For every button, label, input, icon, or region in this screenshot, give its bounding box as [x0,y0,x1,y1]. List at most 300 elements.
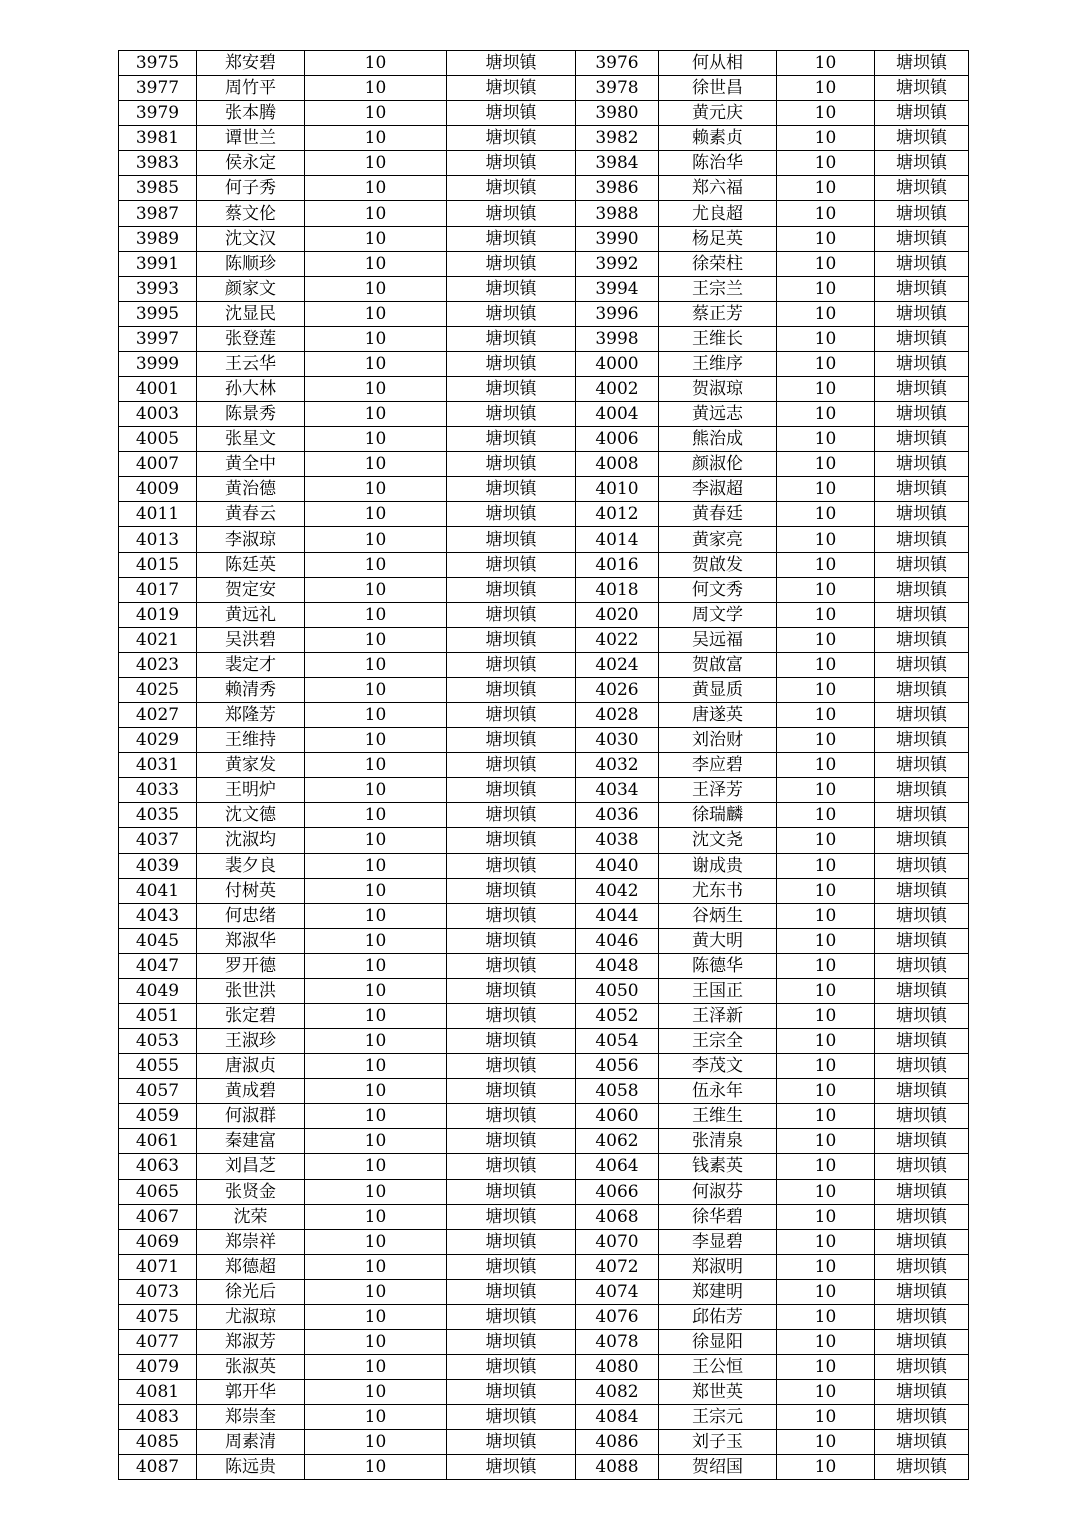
right-town-cell: 塘坝镇 [875,1154,969,1179]
left-amount-cell: 10 [305,1254,447,1279]
right-id-cell: 3992 [576,251,659,276]
left-amount-cell: 10 [305,1279,447,1304]
table-row [119,276,969,301]
right-id-cell: 4008 [576,452,659,477]
right-town-cell: 塘坝镇 [875,377,969,402]
left-name-cell: 周竹平 [197,76,305,101]
right-id-cell: 4072 [576,1254,659,1279]
left-name-cell: 王云华 [197,351,305,376]
right-town-cell: 塘坝镇 [875,301,969,326]
table-row [119,101,969,126]
right-amount-cell: 10 [777,276,875,301]
right-name-cell: 何文秀 [659,577,777,602]
right-amount-cell: 10 [777,703,875,728]
left-town-cell: 塘坝镇 [447,677,576,702]
right-town-cell: 塘坝镇 [875,176,969,201]
right-id-cell: 4060 [576,1104,659,1129]
right-id-cell: 3980 [576,101,659,126]
right-town-cell: 塘坝镇 [875,326,969,351]
right-amount-cell: 10 [777,1304,875,1329]
left-name-cell: 徐光后 [197,1279,305,1304]
left-town-cell: 塘坝镇 [447,176,576,201]
left-amount-cell: 10 [305,351,447,376]
left-town-cell: 塘坝镇 [447,1455,576,1480]
right-name-cell: 尤良超 [659,201,777,226]
left-town-cell: 塘坝镇 [447,878,576,903]
right-name-cell: 贺啟发 [659,552,777,577]
left-town-cell: 塘坝镇 [447,51,576,76]
right-town-cell: 塘坝镇 [875,803,969,828]
left-id-cell: 4027 [119,703,197,728]
right-id-cell: 4066 [576,1179,659,1204]
left-name-cell: 付树英 [197,878,305,903]
table-row [119,301,969,326]
right-town-cell: 塘坝镇 [875,627,969,652]
left-amount-cell: 10 [305,1229,447,1254]
right-id-cell: 4026 [576,677,659,702]
right-amount-cell: 10 [777,502,875,527]
left-amount-cell: 10 [305,627,447,652]
left-town-cell: 塘坝镇 [447,828,576,853]
left-id-cell: 3987 [119,201,197,226]
table-row [119,552,969,577]
table-row [119,1204,969,1229]
left-name-cell: 裴夕良 [197,853,305,878]
left-name-cell: 郑崇祥 [197,1229,305,1254]
left-id-cell: 3989 [119,226,197,251]
right-town-cell: 塘坝镇 [875,1003,969,1028]
right-name-cell: 刘子玉 [659,1430,777,1455]
left-id-cell: 4029 [119,728,197,753]
left-id-cell: 4023 [119,652,197,677]
table-row [119,1355,969,1380]
left-town-cell: 塘坝镇 [447,1304,576,1329]
right-id-cell: 4038 [576,828,659,853]
left-town-cell: 塘坝镇 [447,377,576,402]
left-town-cell: 塘坝镇 [447,502,576,527]
right-amount-cell: 10 [777,1129,875,1154]
table-row [119,201,969,226]
right-id-cell: 4052 [576,1003,659,1028]
right-amount-cell: 10 [777,1054,875,1079]
table-row [119,753,969,778]
left-town-cell: 塘坝镇 [447,803,576,828]
left-amount-cell: 10 [305,1430,447,1455]
right-town-cell: 塘坝镇 [875,1029,969,1054]
table-row [119,1329,969,1354]
left-name-cell: 郑安碧 [197,51,305,76]
right-town-cell: 塘坝镇 [875,351,969,376]
right-name-cell: 杨足英 [659,226,777,251]
left-amount-cell: 10 [305,903,447,928]
right-id-cell: 4070 [576,1229,659,1254]
table-row [119,652,969,677]
left-name-cell: 张贤金 [197,1179,305,1204]
roster-table [118,50,969,1480]
right-town-cell: 塘坝镇 [875,677,969,702]
right-name-cell: 徐华碧 [659,1204,777,1229]
left-town-cell: 塘坝镇 [447,652,576,677]
left-name-cell: 张星文 [197,427,305,452]
table-row [119,226,969,251]
left-amount-cell: 10 [305,1104,447,1129]
right-town-cell: 塘坝镇 [875,602,969,627]
right-amount-cell: 10 [777,677,875,702]
right-amount-cell: 10 [777,1229,875,1254]
right-amount-cell: 10 [777,402,875,427]
left-name-cell: 郑隆芳 [197,703,305,728]
left-town-cell: 塘坝镇 [447,452,576,477]
right-id-cell: 4050 [576,978,659,1003]
left-id-cell: 4081 [119,1380,197,1405]
left-amount-cell: 10 [305,652,447,677]
table-row [119,627,969,652]
right-town-cell: 塘坝镇 [875,477,969,502]
left-name-cell: 谭世兰 [197,126,305,151]
table-row [119,1129,969,1154]
left-name-cell: 郭开华 [197,1380,305,1405]
right-name-cell: 赖素贞 [659,126,777,151]
left-id-cell: 4085 [119,1430,197,1455]
right-amount-cell: 10 [777,803,875,828]
right-id-cell: 4076 [576,1304,659,1329]
left-amount-cell: 10 [305,878,447,903]
right-town-cell: 塘坝镇 [875,728,969,753]
left-id-cell: 4011 [119,502,197,527]
right-name-cell: 尤东书 [659,878,777,903]
left-town-cell: 塘坝镇 [447,1405,576,1430]
left-id-cell: 4059 [119,1104,197,1129]
left-town-cell: 塘坝镇 [447,1104,576,1129]
left-town-cell: 塘坝镇 [447,1129,576,1154]
right-name-cell: 黄家亮 [659,527,777,552]
left-amount-cell: 10 [305,978,447,1003]
left-amount-cell: 10 [305,527,447,552]
right-town-cell: 塘坝镇 [875,1229,969,1254]
left-name-cell: 刘昌芝 [197,1154,305,1179]
table-row [119,978,969,1003]
right-amount-cell: 10 [777,201,875,226]
left-town-cell: 塘坝镇 [447,928,576,953]
right-town-cell: 塘坝镇 [875,1355,969,1380]
left-id-cell: 4087 [119,1455,197,1480]
right-amount-cell: 10 [777,1405,875,1430]
right-town-cell: 塘坝镇 [875,427,969,452]
left-town-cell: 塘坝镇 [447,1430,576,1455]
right-id-cell: 4048 [576,953,659,978]
right-amount-cell: 10 [777,151,875,176]
right-town-cell: 塘坝镇 [875,853,969,878]
left-amount-cell: 10 [305,1355,447,1380]
left-town-cell: 塘坝镇 [447,1254,576,1279]
left-id-cell: 4017 [119,577,197,602]
right-amount-cell: 10 [777,1204,875,1229]
left-amount-cell: 10 [305,1329,447,1354]
right-amount-cell: 10 [777,828,875,853]
right-amount-cell: 10 [777,1329,875,1354]
right-name-cell: 王泽新 [659,1003,777,1028]
left-town-cell: 塘坝镇 [447,477,576,502]
left-name-cell: 王淑珍 [197,1029,305,1054]
left-id-cell: 4079 [119,1355,197,1380]
left-id-cell: 4045 [119,928,197,953]
left-amount-cell: 10 [305,1129,447,1154]
left-id-cell: 4065 [119,1179,197,1204]
right-name-cell: 王维长 [659,326,777,351]
right-id-cell: 3998 [576,326,659,351]
right-id-cell: 4086 [576,1430,659,1455]
right-amount-cell: 10 [777,51,875,76]
right-name-cell: 王维生 [659,1104,777,1129]
left-id-cell: 4025 [119,677,197,702]
left-amount-cell: 10 [305,853,447,878]
right-name-cell: 徐显阳 [659,1329,777,1354]
left-town-cell: 塘坝镇 [447,427,576,452]
right-name-cell: 陈德华 [659,953,777,978]
left-amount-cell: 10 [305,778,447,803]
left-id-cell: 3993 [119,276,197,301]
right-id-cell: 4030 [576,728,659,753]
left-name-cell: 张定碧 [197,1003,305,1028]
right-amount-cell: 10 [777,76,875,101]
right-amount-cell: 10 [777,1380,875,1405]
table-row [119,903,969,928]
left-id-cell: 3999 [119,351,197,376]
right-name-cell: 郑淑明 [659,1254,777,1279]
left-id-cell: 4039 [119,853,197,878]
right-id-cell: 4080 [576,1355,659,1380]
left-town-cell: 塘坝镇 [447,251,576,276]
right-amount-cell: 10 [777,978,875,1003]
right-town-cell: 塘坝镇 [875,552,969,577]
left-id-cell: 4003 [119,402,197,427]
right-name-cell: 王国正 [659,978,777,1003]
right-id-cell: 4042 [576,878,659,903]
left-name-cell: 沈荣 [197,1204,305,1229]
left-id-cell: 4021 [119,627,197,652]
left-town-cell: 塘坝镇 [447,1279,576,1304]
left-town-cell: 塘坝镇 [447,351,576,376]
right-town-cell: 塘坝镇 [875,251,969,276]
right-amount-cell: 10 [777,953,875,978]
right-name-cell: 王维序 [659,351,777,376]
left-name-cell: 沈显民 [197,301,305,326]
left-town-cell: 塘坝镇 [447,978,576,1003]
left-name-cell: 何淑群 [197,1104,305,1129]
right-amount-cell: 10 [777,326,875,351]
right-amount-cell: 10 [777,1279,875,1304]
right-town-cell: 塘坝镇 [875,778,969,803]
left-id-cell: 4001 [119,377,197,402]
left-id-cell: 4073 [119,1279,197,1304]
left-amount-cell: 10 [305,377,447,402]
left-town-cell: 塘坝镇 [447,276,576,301]
table-row [119,602,969,627]
right-town-cell: 塘坝镇 [875,978,969,1003]
table-row [119,326,969,351]
left-town-cell: 塘坝镇 [447,577,576,602]
left-town-cell: 塘坝镇 [447,1079,576,1104]
right-name-cell: 王宗元 [659,1405,777,1430]
left-town-cell: 塘坝镇 [447,778,576,803]
table-row [119,176,969,201]
right-town-cell: 塘坝镇 [875,652,969,677]
right-name-cell: 何从相 [659,51,777,76]
right-id-cell: 3994 [576,276,659,301]
left-town-cell: 塘坝镇 [447,301,576,326]
left-town-cell: 塘坝镇 [447,853,576,878]
right-name-cell: 王公恒 [659,1355,777,1380]
right-amount-cell: 10 [777,351,875,376]
table-row [119,1279,969,1304]
left-town-cell: 塘坝镇 [447,627,576,652]
right-town-cell: 塘坝镇 [875,1455,969,1480]
table-row [119,778,969,803]
right-name-cell: 李显碧 [659,1229,777,1254]
right-name-cell: 黄大明 [659,928,777,953]
left-town-cell: 塘坝镇 [447,151,576,176]
left-amount-cell: 10 [305,126,447,151]
left-amount-cell: 10 [305,1179,447,1204]
left-id-cell: 3995 [119,301,197,326]
left-id-cell: 4035 [119,803,197,828]
left-name-cell: 何忠绪 [197,903,305,928]
table-row [119,1179,969,1204]
table-row [119,828,969,853]
right-name-cell: 郑世英 [659,1380,777,1405]
table-row [119,427,969,452]
left-town-cell: 塘坝镇 [447,753,576,778]
right-id-cell: 4040 [576,853,659,878]
right-id-cell: 4002 [576,377,659,402]
right-id-cell: 4004 [576,402,659,427]
left-amount-cell: 10 [305,226,447,251]
left-town-cell: 塘坝镇 [447,1003,576,1028]
table-row [119,878,969,903]
left-amount-cell: 10 [305,502,447,527]
left-id-cell: 4083 [119,1405,197,1430]
right-amount-cell: 10 [777,728,875,753]
right-town-cell: 塘坝镇 [875,1430,969,1455]
right-town-cell: 塘坝镇 [875,402,969,427]
right-name-cell: 蔡正芳 [659,301,777,326]
table-row [119,527,969,552]
left-name-cell: 周素清 [197,1430,305,1455]
table-row [119,402,969,427]
left-name-cell: 沈文汉 [197,226,305,251]
right-town-cell: 塘坝镇 [875,1179,969,1204]
left-town-cell: 塘坝镇 [447,76,576,101]
left-name-cell: 贺定安 [197,577,305,602]
table-row [119,1380,969,1405]
right-name-cell: 何淑芬 [659,1179,777,1204]
right-town-cell: 塘坝镇 [875,828,969,853]
right-id-cell: 3996 [576,301,659,326]
table-row [119,803,969,828]
right-town-cell: 塘坝镇 [875,1054,969,1079]
table-row [119,377,969,402]
left-id-cell: 3981 [119,126,197,151]
table-row [119,677,969,702]
left-name-cell: 王明炉 [197,778,305,803]
right-name-cell: 黄元庆 [659,101,777,126]
right-id-cell: 4014 [576,527,659,552]
table-row [119,151,969,176]
right-id-cell: 3990 [576,226,659,251]
right-town-cell: 塘坝镇 [875,928,969,953]
left-id-cell: 4041 [119,878,197,903]
right-town-cell: 塘坝镇 [875,878,969,903]
table-row [119,1154,969,1179]
right-id-cell: 4034 [576,778,659,803]
right-amount-cell: 10 [777,652,875,677]
right-amount-cell: 10 [777,176,875,201]
left-name-cell: 郑德超 [197,1254,305,1279]
left-amount-cell: 10 [305,828,447,853]
left-amount-cell: 10 [305,402,447,427]
right-name-cell: 黄显质 [659,677,777,702]
left-town-cell: 塘坝镇 [447,402,576,427]
right-amount-cell: 10 [777,1430,875,1455]
left-amount-cell: 10 [305,1405,447,1430]
left-town-cell: 塘坝镇 [447,1154,576,1179]
right-town-cell: 塘坝镇 [875,1104,969,1129]
table-row [119,76,969,101]
right-name-cell: 王泽芳 [659,778,777,803]
right-id-cell: 4036 [576,803,659,828]
left-amount-cell: 10 [305,76,447,101]
table-row [119,728,969,753]
left-name-cell: 吴洪碧 [197,627,305,652]
table-row [119,1029,969,1054]
left-id-cell: 4055 [119,1054,197,1079]
right-amount-cell: 10 [777,251,875,276]
right-id-cell: 3986 [576,176,659,201]
left-town-cell: 塘坝镇 [447,1229,576,1254]
table-row [119,351,969,376]
right-amount-cell: 10 [777,878,875,903]
right-name-cell: 李淑超 [659,477,777,502]
table-row [119,1003,969,1028]
left-amount-cell: 10 [305,176,447,201]
left-amount-cell: 10 [305,703,447,728]
left-id-cell: 4047 [119,953,197,978]
right-name-cell: 邱佑芳 [659,1304,777,1329]
left-id-cell: 3991 [119,251,197,276]
right-name-cell: 熊治成 [659,427,777,452]
left-name-cell: 郑淑芳 [197,1329,305,1354]
right-name-cell: 贺绍国 [659,1455,777,1480]
right-amount-cell: 10 [777,577,875,602]
left-id-cell: 4077 [119,1329,197,1354]
right-town-cell: 塘坝镇 [875,1279,969,1304]
left-name-cell: 陈廷英 [197,552,305,577]
left-amount-cell: 10 [305,427,447,452]
left-amount-cell: 10 [305,1154,447,1179]
table-row [119,477,969,502]
left-name-cell: 孙大林 [197,377,305,402]
left-name-cell: 黄家发 [197,753,305,778]
right-amount-cell: 10 [777,527,875,552]
right-amount-cell: 10 [777,126,875,151]
right-amount-cell: 10 [777,1154,875,1179]
left-town-cell: 塘坝镇 [447,728,576,753]
table-row [119,126,969,151]
left-name-cell: 黄治德 [197,477,305,502]
left-name-cell: 黄远礼 [197,602,305,627]
roster-body [119,51,969,1480]
right-town-cell: 塘坝镇 [875,51,969,76]
